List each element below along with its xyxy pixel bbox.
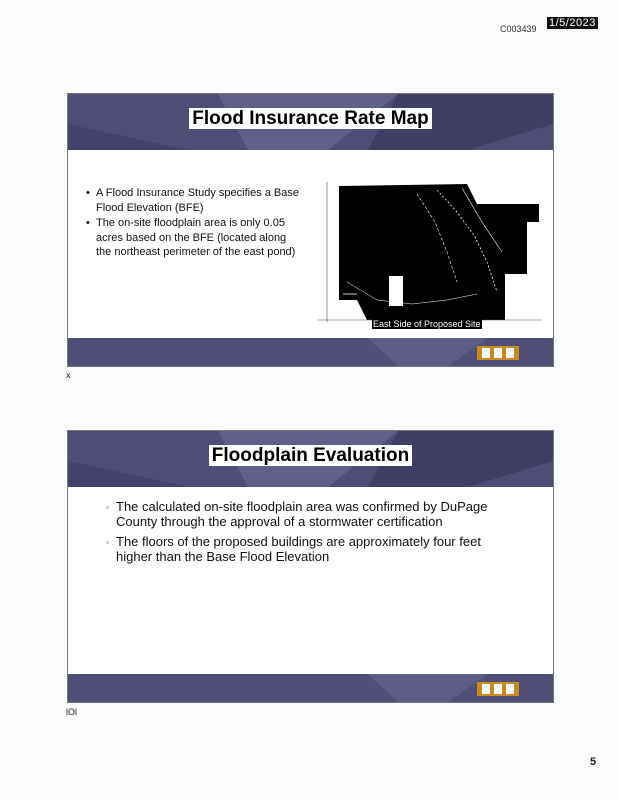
flood-map-image — [317, 182, 542, 327]
slide-title: Floodplain Evaluation — [68, 445, 553, 467]
margin-mark: x — [66, 370, 71, 380]
date-stamp: 1/5/2023 — [549, 17, 596, 29]
document-id: C003439 — [500, 24, 537, 34]
slide-title: Flood Insurance Rate Map — [68, 108, 553, 130]
slide-header-band — [68, 94, 553, 150]
margin-mark: lOl — [66, 707, 77, 717]
bullet-item: • A Flood Insurance Study specifies a Base Flood Elevation (BFE) — [86, 187, 300, 214]
bullet-item: • The on-site floodplain area is only 0.05 acres based on the BFE (located along the northeast perimeter of the east pond) — [86, 217, 296, 258]
slide-footer-band — [68, 674, 553, 702]
company-logo — [477, 682, 519, 696]
map-caption: East Side of Proposed Site — [373, 319, 481, 329]
page-corner-mark: 5 — [590, 756, 597, 768]
company-logo — [477, 346, 519, 360]
bullet-item: ◦ The calculated on-site floodplain area was confirmed by DuPage County through the approval of a stormwater certification — [106, 499, 488, 529]
slide-header-band — [68, 431, 553, 487]
slide-flood-insurance-rate-map — [67, 93, 554, 367]
slide-footer-band — [68, 338, 553, 366]
slide-floodplain-evaluation — [67, 430, 554, 703]
bullet-list — [86, 186, 301, 261]
bullet-item: ◦ The floors of the proposed buildings are approximately four feet higher than the Base Flood Elevation — [106, 534, 481, 564]
bullet-list — [106, 499, 491, 569]
